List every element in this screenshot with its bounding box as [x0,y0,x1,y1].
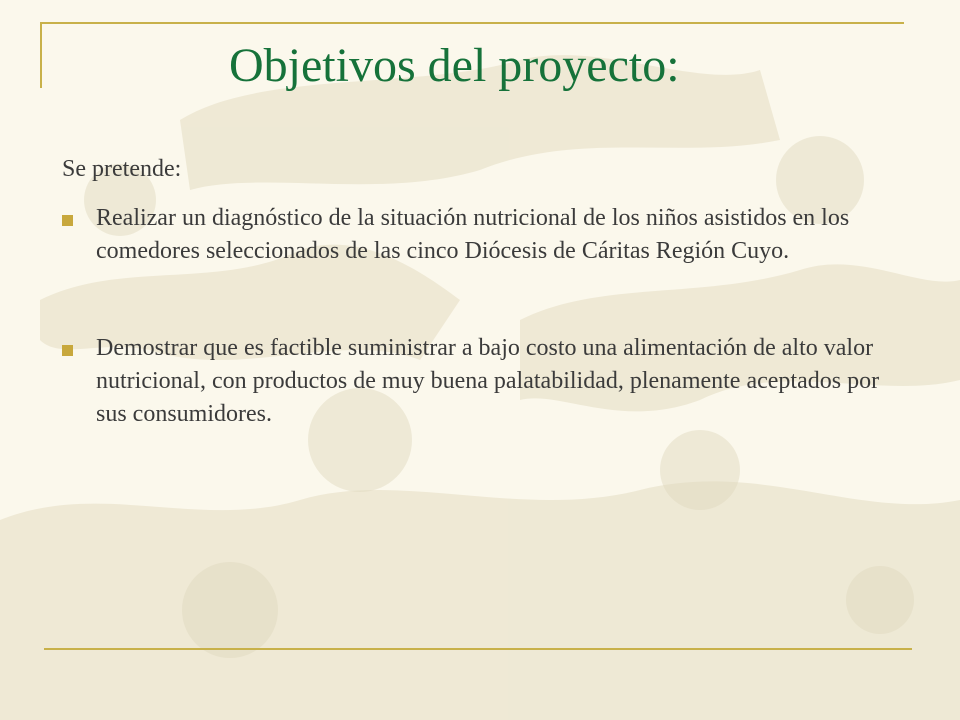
bullet-list [62,202,912,432]
square-bullet-icon [62,345,73,356]
intro-text: Se pretende: [62,156,182,182]
bullet-text: Realizar un diagnóstico de la situación nutricional de los niños asistidos en los comedores seleccionados de las cinco Diócesis de Cáritas Región Cuyo. [96,205,850,265]
square-bullet-icon [62,215,73,226]
bullet-item [62,202,912,268]
slide-title: Objetivos del proyecto: [229,39,680,92]
top-rule [40,22,904,24]
bullet-text: Demostrar que es factible suministrar a bajo costo una alimentación de alto valor nutricional, con productos de muy buena palatabilidad, plenamente aceptados por sus consumidores. [96,335,880,428]
bullet-item [62,332,912,431]
left-rule [40,22,42,88]
bottom-rule [44,648,912,650]
